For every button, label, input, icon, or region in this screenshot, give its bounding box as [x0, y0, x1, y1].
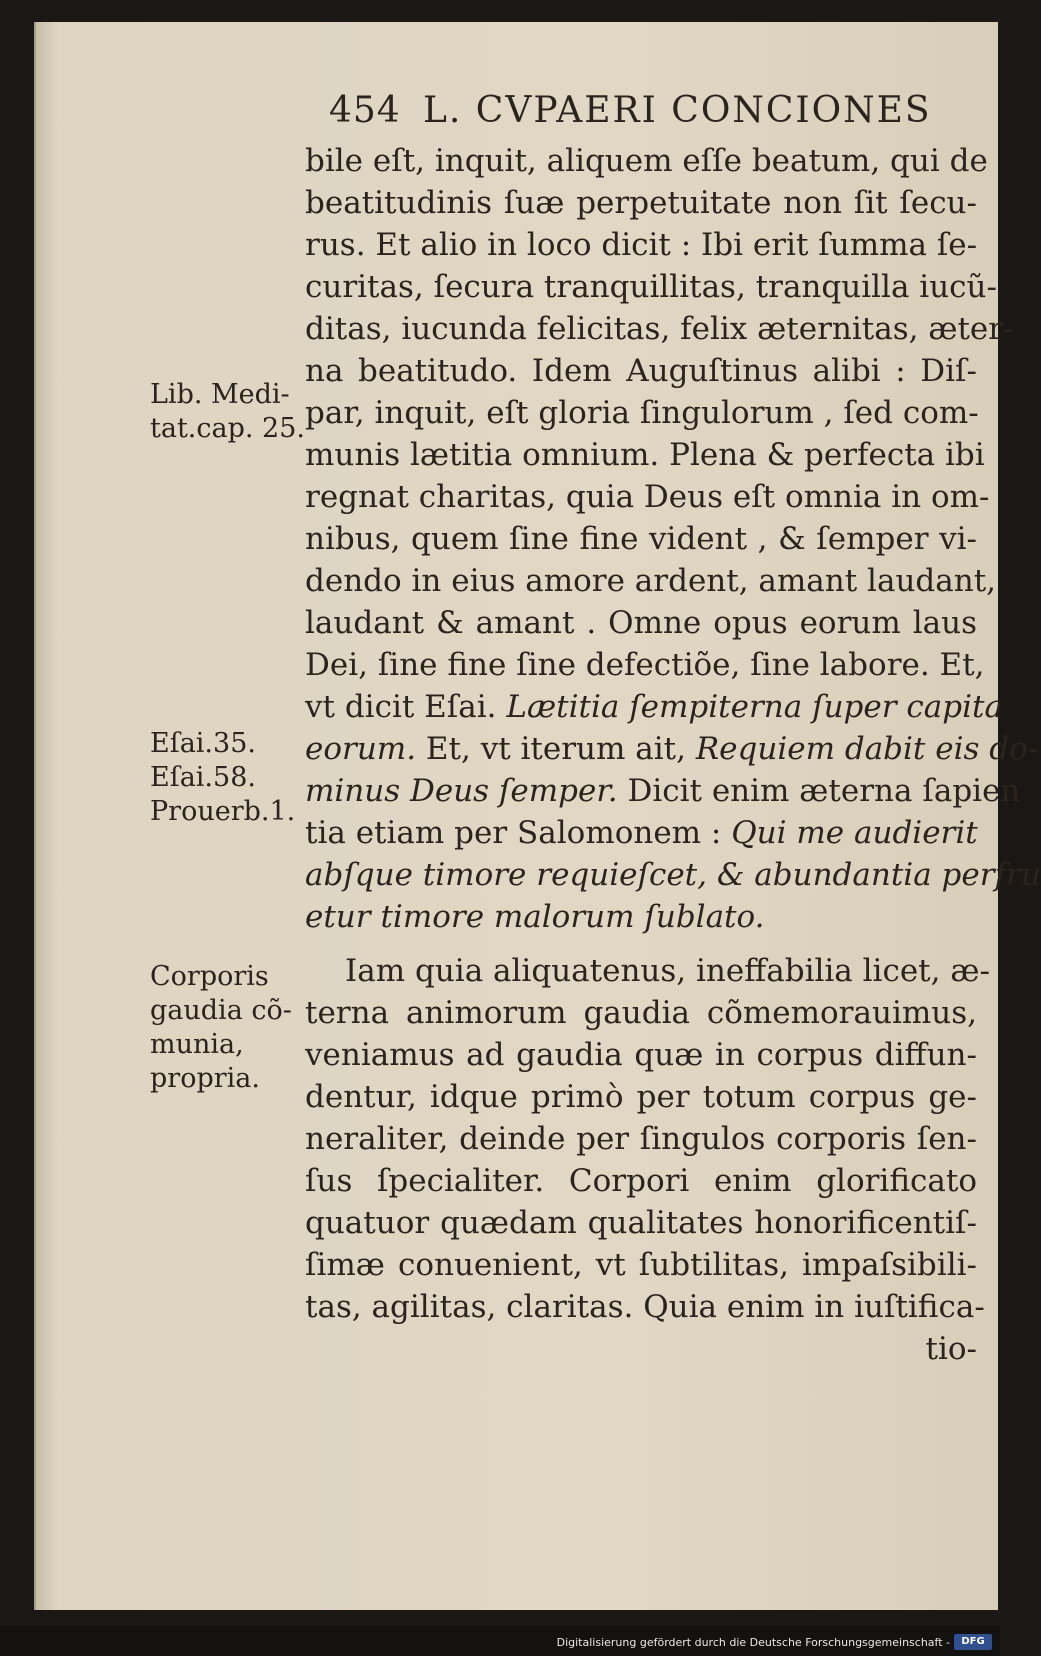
text-line: laudant & amant . Omne opus eorum laus: [305, 605, 977, 641]
margin-note-line: propria.: [150, 1063, 260, 1094]
text-span: tia etiam per Salomonem :: [305, 815, 732, 851]
text-line: dendo in eius amore ardent, amant laudant,: [305, 563, 997, 599]
text-line: Iam quia aliquatenus, ineffabilia licet, æ-: [345, 953, 990, 989]
text-line: terna animorum gaudia cõmemorauimus,: [305, 995, 977, 1031]
text-line: abſque timore requieſcet, & abundantia perfru: [305, 857, 1041, 893]
text-line: regnat charitas, quia Deus eſt omnia in om-: [305, 479, 990, 515]
text-line: [305, 773, 1021, 809]
text-line: ſus ſpecialiter. Corpori enim glorificato: [305, 1163, 977, 1199]
margin-note-corporis: [150, 960, 310, 1096]
text-span: vt dicit Eſai.: [305, 689, 507, 725]
margin-note-lib: [150, 378, 310, 446]
page-header: [293, 84, 953, 136]
text-line: nibus, quem ſine fine vident , & ſemper vi-: [305, 521, 977, 557]
scripture-quote: Requiem dabit eis do-: [695, 731, 1039, 767]
scripture-quote: eorum.: [305, 731, 417, 767]
text-line: ditas, iucunda felicitas, felix æternitas, æter-: [305, 311, 1014, 347]
text-line: ſimæ conuenient, vt ſubtilitas, impaſsibili-: [305, 1247, 977, 1283]
text-line: veniamus ad gaudia quæ in corpus diffun-: [305, 1037, 977, 1073]
text-line: neraliter, deinde per ſingulos corporis ſen-: [305, 1121, 977, 1157]
text-line: par, inquit, eſt gloria ſingulorum , ſed com-: [305, 395, 979, 431]
scripture-quote: minus Deus ſemper.: [305, 773, 618, 809]
text-line: dentur, idque primò per totum corpus ge-: [305, 1079, 977, 1115]
text-span: Dicit enim æterna ſapien: [617, 773, 1021, 809]
text-line: bile eſt, inquit, aliquem eſſe beatum, qui de: [305, 143, 988, 179]
dfg-logo: DFG: [954, 1634, 992, 1650]
margin-note-line: Eſai.58.: [150, 762, 256, 793]
text-line: [305, 815, 977, 851]
margin-note-line: tat.cap. 25.: [150, 413, 305, 444]
margin-note-line: gaudia cõ-: [150, 995, 292, 1026]
text-line: [305, 731, 1039, 767]
scripture-quote: Qui me audierit: [731, 815, 978, 851]
margin-note-line: Lib. Medi-: [150, 379, 290, 410]
text-line: rus. Et alio in loco dicit : Ibi erit ſumma ſe-: [305, 227, 978, 263]
text-line: quatuor quædam qualitates honorificentiſ-: [305, 1205, 977, 1241]
text-line: etur timore malorum ſublato.: [305, 899, 765, 935]
margin-note-line: Eſai.35.: [150, 728, 256, 759]
text-line: curitas, ſecura tranquillitas, tranquilla iucũ-: [305, 269, 997, 305]
funding-credit: Digitalisierung gefördert durch die Deutsche Forschungsgemeinschaft -: [556, 1636, 950, 1649]
page-number: 454: [329, 90, 401, 131]
margin-note-line: munia,: [150, 1029, 244, 1060]
running-head: L. CVPAERI CONCIONES: [423, 90, 932, 131]
margin-note-line: Corporis: [150, 961, 269, 992]
text-line: munis lætitia omnium. Plena & perfecta ibi: [305, 437, 985, 473]
catchword: tio-: [925, 1331, 977, 1367]
scripture-quote: Lætitia ſempiterna ſuper capita: [506, 689, 1003, 725]
text-line: na beatitudo. Idem Auguſtinus alibi : Diſ-: [305, 353, 977, 389]
text-line: [305, 689, 1003, 725]
margin-note-line: Prouerb.1.: [150, 796, 296, 827]
text-line: beatitudinis ſuæ perpetuitate non ſit ſecu-: [305, 185, 977, 221]
text-line: Dei, ſine fine ſine defectiõe, ſine labore. Et,: [305, 647, 985, 683]
text-line: tas, agilitas, claritas. Quia enim in iuſtifica-: [305, 1289, 985, 1325]
text-span: Et, vt iterum ait,: [416, 731, 696, 767]
margin-note-esai: [150, 727, 310, 829]
